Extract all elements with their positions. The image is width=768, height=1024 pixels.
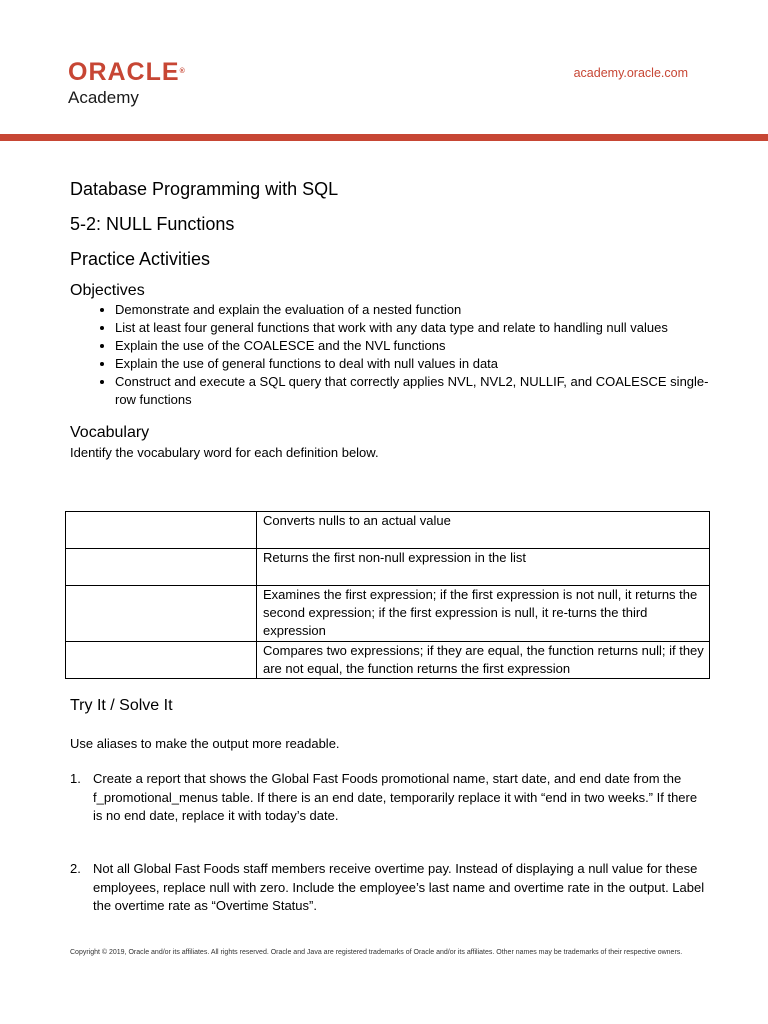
- page-header: [0, 0, 768, 140]
- task-item: [70, 770, 710, 826]
- vocab-definition-cell: Examines the first expression; if the first expression is not null, it returns the second expression; if the first expression is null, it re-turns the third expression: [257, 586, 710, 642]
- vocab-definition-cell: Compares two expressions; if they are equal, the function returns null; if they are not equal, the function returns the first expression: [257, 642, 710, 679]
- vocabulary-table: [65, 511, 710, 679]
- aliases-note: Use aliases to make the output more readable.: [70, 736, 340, 751]
- vocab-term-cell[interactable]: [66, 549, 257, 586]
- lesson-title: 5-2: NULL Functions: [70, 214, 235, 234]
- vocabulary-heading: Vocabulary: [70, 424, 150, 441]
- vocab-term-cell[interactable]: [66, 642, 257, 679]
- vocabulary-instruction: Identify the vocabulary word for each definition below.: [70, 445, 379, 460]
- vocab-term-cell[interactable]: [66, 512, 257, 549]
- objective-item: • List at least four general functions that work with any data type and relate to handling null values: [115, 319, 710, 337]
- oracle-academy-logo: [68, 58, 186, 108]
- course-title: Database Programming with SQL: [70, 179, 339, 199]
- vocab-definition-cell: Converts nulls to an actual value: [257, 512, 710, 549]
- objective-item: • Explain the use of the COALESCE and the NVL functions: [115, 337, 710, 355]
- vocab-definition-cell: Returns the first non-null expression in the list: [257, 549, 710, 586]
- vocab-term-cell[interactable]: [66, 586, 257, 642]
- header-divider: [0, 134, 768, 141]
- table-row: [66, 549, 710, 586]
- activity-title: Practice Activities: [70, 249, 211, 269]
- table-row: [66, 586, 710, 642]
- objective-item: • Explain the use of general functions to deal with null values in data: [115, 355, 710, 373]
- logo-wordmark: ORACLE®: [68, 58, 186, 86]
- table-row: [66, 642, 710, 679]
- table-row: [66, 512, 710, 549]
- task-number: 2.: [70, 861, 81, 876]
- objectives-list: [70, 301, 710, 409]
- objective-item: • Construct and execute a SQL query that correctly applies NVL, NVL2, NULLIF, and COALESCE single-row functions: [115, 373, 710, 409]
- copyright-footer: Copyright © 2019, Oracle and/or its affiliates. All rights reserved. Oracle and Java are registered trademarks of Oracle and/or its affiliates. Other names may be trademarks of their respective owners.: [70, 949, 683, 956]
- objectives-heading: Objectives: [70, 282, 145, 299]
- task-text: Not all Global Fast Foods staff members receive overtime pay. Instead of displaying a null value for these employees, replace null with zero. Include the employee’s last name and overtime rate in the output. Label the overtime rate as “Overtime Status”.: [93, 861, 705, 913]
- task-number: 1.: [70, 771, 81, 786]
- task-item: [70, 860, 710, 916]
- objective-item: • Demonstrate and explain the evaluation of a nested function: [115, 301, 710, 319]
- task-text: Create a report that shows the Global Fast Foods promotional name, start date, and end date from the f_promotional_menus table. If there is an end date, temporarily replace it with “end in two weeks.” If there is no end date, replace it with today’s date.: [93, 771, 698, 823]
- document-body: [70, 178, 710, 462]
- try-it-heading: Try It / Solve It: [70, 697, 173, 714]
- logo-subtitle: Academy: [68, 88, 139, 107]
- academy-site-link[interactable]: academy.oracle.com: [573, 66, 688, 80]
